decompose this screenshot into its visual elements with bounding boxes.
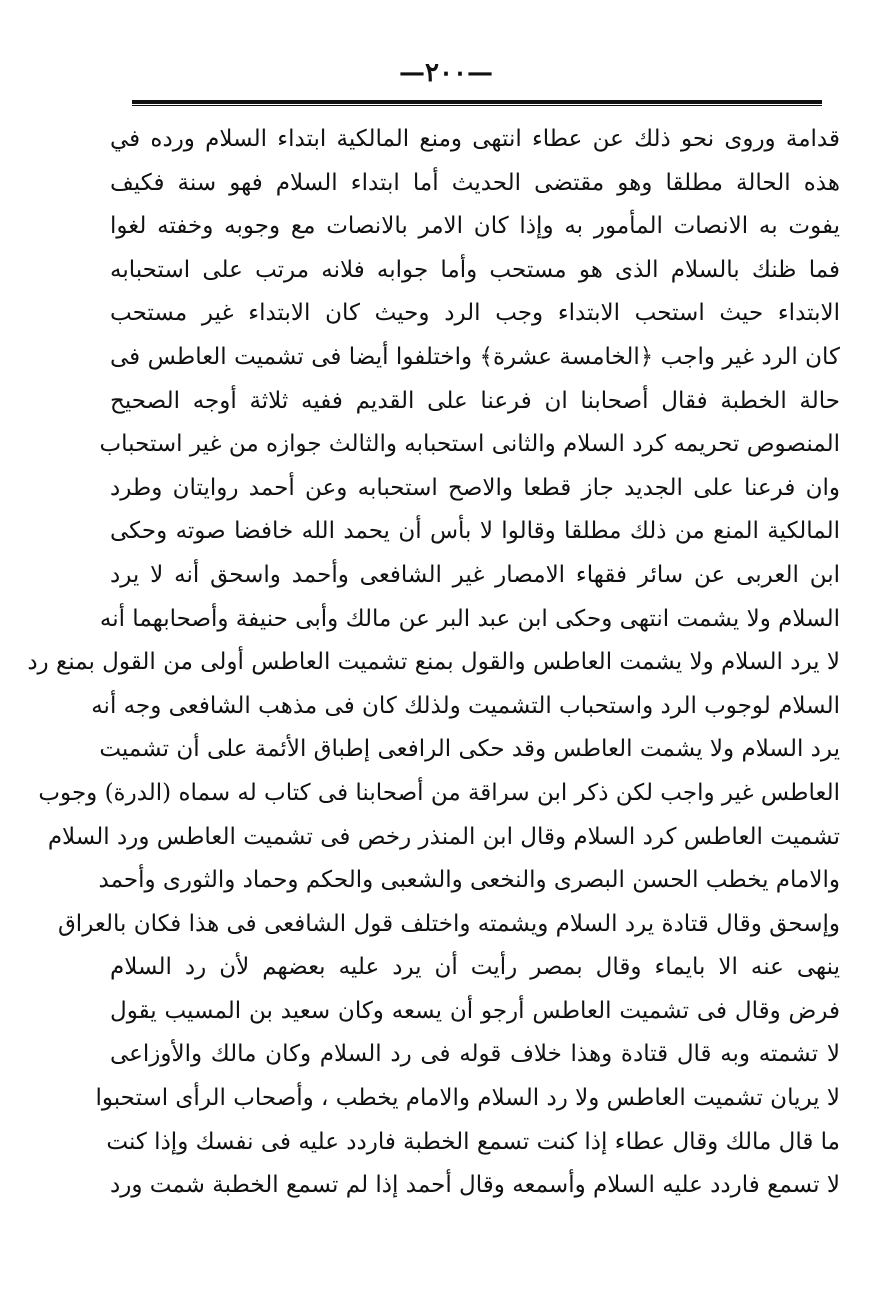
text-line: قدامة وروى نحو ذلك عن عطاء انتهى ومنع المالكية ابتداء السلام ورده في bbox=[110, 126, 840, 152]
text-line: والامام يخطب الحسن البصرى والنخعى والشعبى والحكم وحماد والثورى وأحمد bbox=[98, 867, 840, 894]
text-line: هذه الحالة مطلقا وهو مقتضى الحديث أما ابتداء السلام فهو سنة فكيف bbox=[110, 169, 840, 196]
text-line: المنصوص تحريمه كرد السلام والثانى استحبابه والثالث جوازه من غير استحباب bbox=[99, 431, 840, 458]
text-line: السلام ولا يشمت انتهى وحكى ابن عبد البر عن مالك وأبى حنيفة وأصحابهما أنه bbox=[99, 605, 840, 632]
text-line: وإسحق وقال قتادة يرد السلام ويشمته واختلف قول الشافعى فى هذا فكان بالعراق bbox=[57, 910, 840, 937]
body-text bbox=[27, 118, 840, 1208]
text-line: لا يرد السلام ولا يشمت العاطس والقول بمنع تشميت العاطس أولى من القول بمنع رد bbox=[27, 649, 840, 676]
text-line: العاطس غير واجب لكن ذكر ابن سراقة من أصحابنا فى كتاب له سماه (الدرة) وجوب bbox=[38, 779, 840, 806]
text-line: يفوت به الانصات المأمور به وإذا كان الامر بالانصات مع وجوبه وخفته لغوا bbox=[110, 213, 840, 240]
header-rule bbox=[132, 100, 822, 106]
text-line: فرض وقال فى تشميت العاطس أرجو أن يسعه وكان سعيد بن المسيب يقول bbox=[110, 997, 840, 1024]
text-line: ينهى عنه الا بايماء وقال بمصر رأيت أن يرد عليه بعضهم لأن رد السلام bbox=[110, 954, 840, 981]
text-line: ما قال مالك وقال عطاء إذا كنت تسمع الخطبة فاردد عليه فى نفسك وإذا كنت bbox=[106, 1128, 840, 1155]
text-line: لا تشمته وبه قال قتادة وهذا خلاف قوله فى رد السلام وكان مالك والأوزاعى bbox=[110, 1041, 840, 1068]
text-line: لا يريان تشميت العاطس ولا رد السلام والامام يخطب ، وأصحاب الرأى استحبوا bbox=[95, 1085, 840, 1112]
text-line: يرد السلام ولا يشمت العاطس وقد حكى الرافعى إطباق الأئمة على أن تشميت bbox=[99, 736, 840, 763]
text-line: المالكية المنع من ذلك مطلقا وقالوا لا بأس أن يحمد الله خافضا صوته وحكى bbox=[110, 518, 840, 545]
text-line: السلام لوجوب الرد واستحباب التشميت ولذلك كان فى مذهب الشافعى وجه أنه bbox=[91, 692, 840, 719]
text-line: لا تسمع فاردد عليه السلام وأسمعه وقال أحمد إذا لم تسمع الخطبة شمت ورد bbox=[110, 1172, 840, 1199]
text-line: تشميت العاطس كرد السلام وقال ابن المنذر رخص فى تشميت العاطس ورد السلام bbox=[47, 823, 840, 850]
text-line: ابن العربى عن سائر فقهاء الامصار غير الشافعى وأحمد واسحق أنه لا يرد bbox=[110, 561, 840, 588]
page-number: —٢٠٠— bbox=[399, 58, 493, 88]
text-line: الابتداء حيث استحب الابتداء وجب الرد وحيث كان الابتداء غير مستحب bbox=[110, 300, 840, 327]
text-line: حالة الخطبة فقال أصحابنا ان فرعنا على القديم ففيه ثلاثة أوجه الصحيح bbox=[110, 387, 840, 414]
text-line: وان فرعنا على الجديد جاز قطعا والاصح استحبابه وعن أحمد روايتان وطرد bbox=[110, 474, 840, 501]
text-line: فما ظنك بالسلام الذى هو مستحب وأما جوابه فلانه مرتب على استحبابه bbox=[110, 256, 840, 283]
text-line: كان الرد غير واجب ﴿الخامسة عشرة﴾ واختلفوا أيضا فى تشميت العاطس فى bbox=[110, 343, 840, 370]
